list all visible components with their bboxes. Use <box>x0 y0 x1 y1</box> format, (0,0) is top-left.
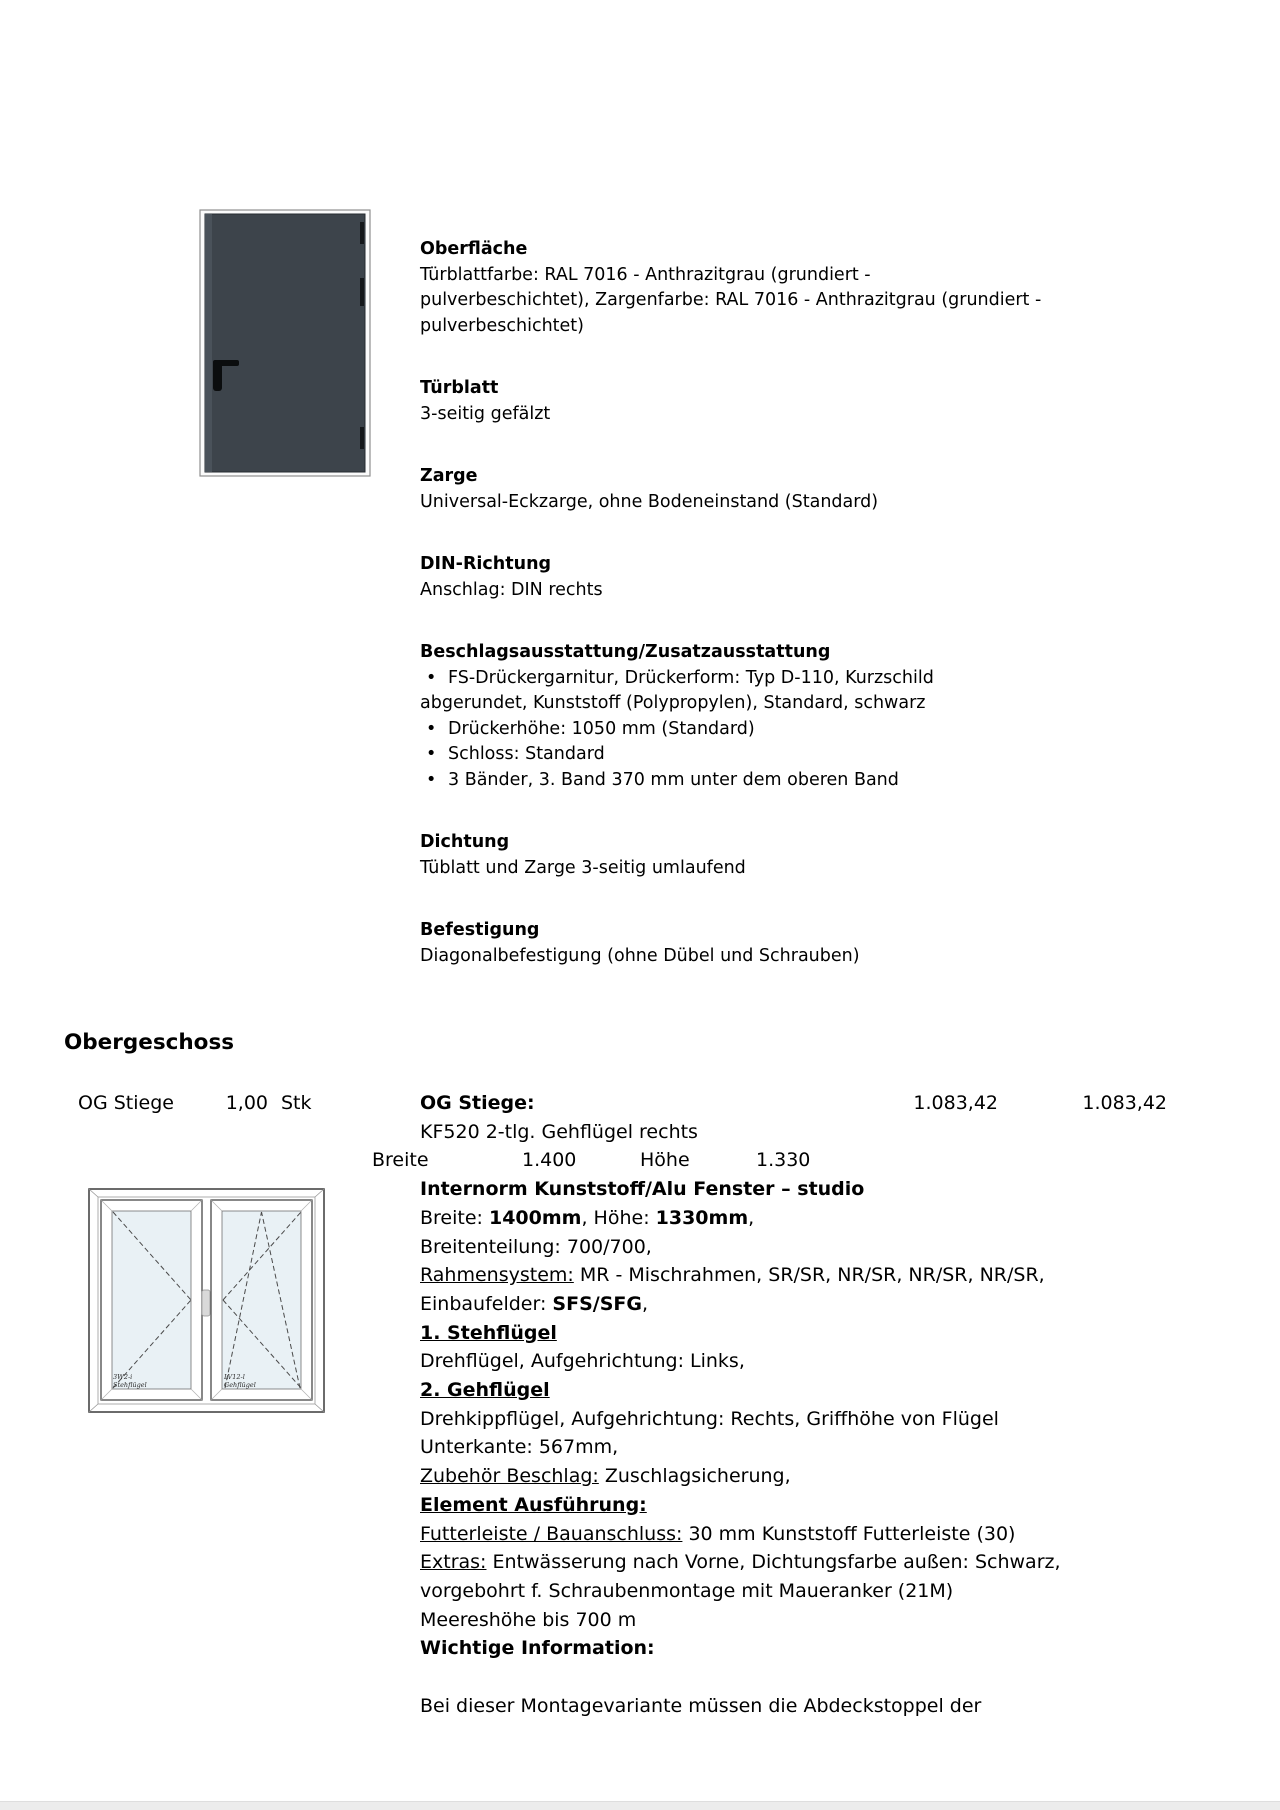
spec-line: Anschlag: DIN rechts <box>420 579 603 600</box>
left-sash-label: Stehflügel <box>113 1381 147 1389</box>
item-desc-line <box>372 1433 1232 1462</box>
spec-line: Türblattfarbe: RAL 7016 - Anthrazitgrau (grundiert - <box>420 264 871 285</box>
spec-line: pulverbeschichtet), Zargenfarbe: RAL 7016 - Anthrazitgrau (grundiert - <box>420 290 1042 310</box>
desc-segment: 1. Stehflügel <box>420 1321 557 1344</box>
spec-line: • Schloss: Standard <box>420 742 1120 768</box>
item-total-price: 1.083,42 <box>1082 1092 1167 1114</box>
spec-heading: Beschlagsausstattung/Zusatzausstattung <box>420 642 831 662</box>
bullet-icon: • <box>426 667 437 688</box>
spec-section <box>420 237 1120 339</box>
spec-section <box>420 464 1120 515</box>
door-product-image <box>199 209 371 477</box>
desc-segment: Extras: <box>420 1551 487 1574</box>
spec-line: 3-seitig gefälzt <box>420 403 551 424</box>
spec-line: • FS-Drückergarnitur, Drückerform: Typ D-110, Kurzschild <box>420 666 1120 692</box>
door-slab <box>205 214 365 472</box>
item-desc-line <box>372 1261 1232 1290</box>
spec-section <box>420 918 1120 969</box>
item-title: OG Stiege: <box>420 1092 535 1114</box>
desc-segment: MR - Mischrahmen, SR/SR, NR/SR, NR/SR, NR/SR, <box>573 1264 1045 1287</box>
item-note: Bei dieser Montagevariante müssen die Abdeckstoppel der <box>420 1694 982 1717</box>
item-desc-line <box>372 1577 1232 1606</box>
window-product-drawing <box>88 1188 325 1413</box>
desc-segment: Rahmensystem: <box>420 1264 574 1287</box>
desc-segment: 1330mm <box>655 1206 749 1229</box>
item-description-block <box>372 1089 1232 1720</box>
height-value: 1.330 <box>756 1149 811 1172</box>
section-heading-obergeschoss: Obergeschoss <box>64 1030 235 1055</box>
width-label: Breite <box>372 1149 429 1172</box>
item-desc-line <box>372 1319 1232 1348</box>
desc-segment: Zubehör Beschlag: <box>420 1465 599 1488</box>
spec-heading: Befestigung <box>420 920 540 940</box>
item-desc-line <box>372 1520 1232 1549</box>
item-desc-line <box>372 1204 1232 1233</box>
item-unit: Stk <box>281 1092 312 1114</box>
right-sash-label: Gehflügel <box>224 1381 256 1389</box>
item-desc-line <box>372 1462 1232 1491</box>
desc-segment: SFS/SFG <box>552 1292 642 1315</box>
desc-segment: Meereshöhe bis 700 m <box>420 1608 637 1631</box>
desc-segment: Futterleiste / Bauanschluss: <box>420 1522 683 1545</box>
spec-heading: DIN-Richtung <box>420 554 552 574</box>
left-sash-code: 3W2-i <box>113 1373 133 1381</box>
door-slab-edge-highlight <box>205 214 212 472</box>
item-name: OG Stiege <box>78 1092 174 1114</box>
window-handle-icon <box>202 1290 210 1316</box>
item-unit-price: 1.083,42 <box>913 1092 998 1114</box>
bullet-icon: • <box>426 744 437 764</box>
desc-segment: Einbaufelder: <box>420 1292 553 1315</box>
spec-line: Diagonalbefestigung (ohne Dübel und Schrauben) <box>420 945 860 966</box>
item-desc-line <box>372 1634 1232 1663</box>
door-hinge-icon <box>360 427 364 449</box>
window-left-glass <box>112 1211 191 1389</box>
window-right-glass <box>222 1211 301 1389</box>
item-desc-line <box>372 1290 1232 1319</box>
item-desc-line <box>372 1548 1232 1577</box>
desc-segment: , <box>748 1206 755 1229</box>
door-hinge-icon <box>360 278 364 306</box>
item-desc-line <box>372 1491 1232 1520</box>
spec-section <box>420 376 1120 427</box>
desc-segment: Element Ausführung: <box>420 1493 647 1516</box>
desc-segment: Drehflügel, Aufgehrichtung: Links, <box>420 1350 745 1373</box>
item-quantity: 1,00 <box>225 1092 268 1114</box>
item-desc-line <box>372 1405 1232 1434</box>
spec-line: • 3 Bänder, 3. Band 370 mm unter dem oberen Band <box>420 768 1120 794</box>
desc-segment: 2. Gehflügel <box>420 1379 550 1402</box>
item-desc-lines <box>372 1175 1232 1720</box>
door-handle-icon <box>213 360 222 391</box>
desc-segment: Unterkante: 567mm, <box>420 1436 619 1459</box>
desc-segment: Internorm Kunststoff/Alu Fenster – studio <box>420 1178 865 1201</box>
bullet-icon: • <box>426 718 437 739</box>
spec-heading: Dichtung <box>420 832 510 852</box>
spec-line: Tüblatt und Zarge 3-seitig umlaufend <box>420 857 746 878</box>
right-sash-code: LV12-l <box>224 1373 245 1381</box>
spec-line: Universal-Eckzarge, ohne Bodeneinstand (Standard) <box>420 491 879 512</box>
item-desc-line <box>372 1233 1232 1262</box>
item-title-row <box>372 1089 1232 1118</box>
desc-segment: , Höhe: <box>581 1206 656 1229</box>
desc-segment: , <box>641 1292 648 1315</box>
desc-segment: Drehkippflügel, Aufgehrichtung: Rechts, Griffhöhe von Flügel <box>420 1407 999 1430</box>
blank-line <box>372 1663 1232 1692</box>
item-desc-line <box>372 1175 1232 1204</box>
desc-segment: Entwässerung nach Vorne, Dichtungsfarbe außen: Schwarz, <box>486 1551 1061 1574</box>
spec-section <box>420 552 1120 603</box>
spec-line: abgerundet, Kunststoff (Polypropylen), Standard, schwarz <box>420 693 926 713</box>
desc-segment: 1400mm <box>488 1206 582 1229</box>
spec-line: • Drückerhöhe: 1050 mm (Standard) <box>420 717 1120 743</box>
desc-segment: Breitenteilung: 700/700, <box>420 1235 652 1258</box>
bullet-icon: • <box>426 769 437 790</box>
spec-section <box>420 640 1120 793</box>
desc-segment: Breite: <box>420 1206 489 1229</box>
desc-segment: 30 mm Kunststoff Futterleiste (30) <box>682 1522 1016 1545</box>
spec-line: pulverbeschichtet) <box>420 315 584 336</box>
door-hinge-icon <box>360 222 364 244</box>
item-desc-line <box>372 1376 1232 1405</box>
spec-heading: Türblatt <box>420 378 499 398</box>
door-spec-sections <box>420 237 1120 1006</box>
spec-heading: Oberfläche <box>420 239 528 259</box>
desc-segment: Wichtige Information: <box>420 1637 655 1660</box>
item-desc-line <box>372 1347 1232 1376</box>
desc-segment: Zuschlagsicherung, <box>598 1465 791 1488</box>
item-subtitle: KF520 2-tlg. Gehflügel rechts <box>420 1120 698 1143</box>
desc-segment: vorgebohrt f. Schraubenmontage mit Maueranker (21M) <box>420 1579 954 1602</box>
item-dimensions-row <box>372 1146 1232 1175</box>
page-bottom-edge <box>0 1801 1280 1810</box>
spec-heading: Zarge <box>420 466 478 486</box>
spec-section <box>420 830 1120 881</box>
height-label: Höhe <box>640 1149 690 1172</box>
item-desc-line <box>372 1606 1232 1635</box>
width-value: 1.400 <box>522 1149 577 1172</box>
